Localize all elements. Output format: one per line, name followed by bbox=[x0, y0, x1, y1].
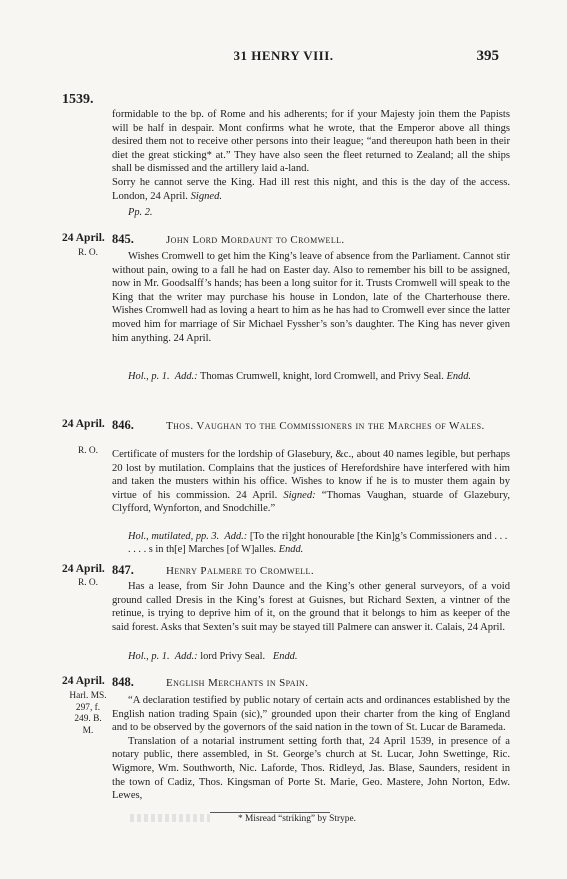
meta-address: Thomas Crumwell, knight, lord Cromwell, and Privy Seal. bbox=[200, 371, 444, 382]
entry-paragraph: Certificate of musters for the lordship of Glasebury, &c., about 40 names legible, but perhaps 20 lost by mutilation. Complains that the justices of Herefordshire have interfered with him and taken the musters within his office. Wishes to know if he is to muster them again by virtue of his commission. 24 April. bbox=[112, 449, 510, 501]
entry-heading: John Lord Mordaunt to Cromwell. bbox=[166, 234, 345, 246]
meta-type: Hol., p. 1. bbox=[128, 651, 170, 662]
entry-source: R. O. bbox=[77, 578, 99, 588]
signed-mark: Signed. bbox=[190, 190, 223, 202]
entry-source: R. O. bbox=[77, 446, 99, 456]
footnote: * Misread “striking” by Strype. bbox=[238, 814, 356, 824]
entry-meta bbox=[128, 370, 508, 383]
running-head-title: 31 HENRY VIII. bbox=[233, 48, 334, 63]
entry-heading: English Merchants in Spain. bbox=[166, 677, 309, 689]
entry-source: Harl. MS. 297, f. 249. B. M. bbox=[69, 691, 107, 736]
page-number: 395 bbox=[476, 48, 499, 64]
entry-text bbox=[112, 250, 510, 345]
entry-heading: Henry Palmere to Cromwell. bbox=[166, 565, 314, 577]
entry-paragraph: Wishes Cromwell to get him the King’s leave of absence from the Parliament. Cannot stir without pain, owing to a fall he had on Easter day. Also to remember his bill to be assigned, now in Mr. Goodsalff’s hands; has been a long suitor for it. Trusts Cromwell will speak to the King that the writer may purchase his house in London, late of the Charterhouse there. Wishes Cromwell had as loving a heart to him as he has had to Cromwell ever since the latter moved him for marriage of Sir Michael Fyssher’s son’s daughter. The King has never given him anything. 24 April. bbox=[112, 251, 510, 344]
meta-endorsed: Endd. bbox=[278, 544, 304, 556]
meta-add-label: Add.: bbox=[174, 371, 198, 382]
continuation-text bbox=[112, 108, 510, 203]
entry-number: 847. bbox=[112, 563, 134, 577]
entry-number: 845. bbox=[112, 232, 134, 246]
entry-number: 846. bbox=[112, 418, 134, 432]
entry-text bbox=[112, 580, 510, 634]
continuation-paragraph: formidable to the bp. of Rome and his adherents; for if your Majesty join them the Papists will be half in despair. Mont confirms what he wrote, that the Emperor above all things desired them not to receive other persons into their league; “and thereupon hath been in their diet the great sticking* at.” They have also seen the fleet returned to Zealand; all the ships shall be dismissed and the artillery laid a-land. bbox=[112, 109, 510, 175]
meta-add-label: Add.: bbox=[174, 651, 198, 662]
meta-type: Hol., mutilated, pp. 3. bbox=[128, 531, 220, 542]
entry-meta bbox=[128, 650, 508, 663]
entry-text bbox=[112, 448, 510, 516]
entry-paragraph: Translation of a notarial instrument setting forth that, 24 April 1539, in presence of a notary public, there assembled, in St. George’s church at St. Lucar, John Swettinge, Ric. Wigmore, Wm. Southworth, Nic. Laforde, Thos. Ridleyd, Jas. Blase, Saunders, resident in the town of Cadiz, Thos. Kingsman of Porte St. Marie, Geo. Mastere, John Norton, Edw. Lewes, bbox=[112, 735, 510, 802]
entry-heading: Thos. Vaughan to the Commissioners in the Marches of Wales. bbox=[166, 420, 485, 432]
meta-add-label: Add.: bbox=[224, 531, 248, 542]
running-head bbox=[0, 48, 567, 68]
footnote-rule bbox=[210, 812, 330, 813]
signed-label: Signed: bbox=[283, 489, 316, 501]
meta-address: [To the ri]ght honourable [the Kin]g’s Commissioners and . . . . . . . s in th[e] Marches [of W]alles. bbox=[128, 531, 508, 556]
meta-address: lord Privy Seal. bbox=[200, 651, 266, 662]
entry-source: R. O. bbox=[77, 248, 99, 258]
entry-paragraph: Has a lease, from Sir John Daunce and the King’s other general surveyors, of a void ground called Dresis in the King’s forest at Guisnes, but Richard Sexten, a vintner of the retinue, is trying to deprive him of it, on the ground that it belongs to him as keeper of the said forest. Asks that Sexten’s suit may be stayed till Palmere can answer it. Calais, 24 April. bbox=[112, 581, 510, 633]
entry-paragraph: “A declaration testified by public notary of certain acts and ordinances established by the English nation trading Spain (sic),” grounded upon their charter from the king of England and to be observed by the governors of the said nation in the town of St. Lucar de Barameda. bbox=[112, 695, 510, 734]
entry-text bbox=[112, 694, 510, 803]
meta-type: Hol., p. 1. bbox=[128, 371, 170, 382]
entry-date: 24 April. bbox=[62, 675, 105, 687]
entry-number: 848. bbox=[112, 675, 134, 689]
meta-endorsed: Endd. bbox=[446, 371, 472, 382]
entry-meta bbox=[128, 530, 508, 557]
meta-endorsed: Endd. bbox=[272, 651, 298, 662]
signed-text: “Thomas Vaughan, stuarde of Glazebury, Clyfford, Wynforton, and Snodchille.” bbox=[112, 489, 510, 515]
entry-date: 24 April. bbox=[62, 232, 105, 244]
year-marker: 1539. bbox=[62, 92, 94, 107]
continuation-pages: Pp. 2. bbox=[128, 207, 153, 218]
entry-date: 24 April. bbox=[62, 418, 105, 430]
entry-date: 24 April. bbox=[62, 563, 105, 575]
print-smudge bbox=[130, 814, 210, 822]
continuation-paragraph: Sorry he cannot serve the King. Had ill rest this night, and this is the day of the access. London, 24 April. bbox=[112, 176, 510, 202]
